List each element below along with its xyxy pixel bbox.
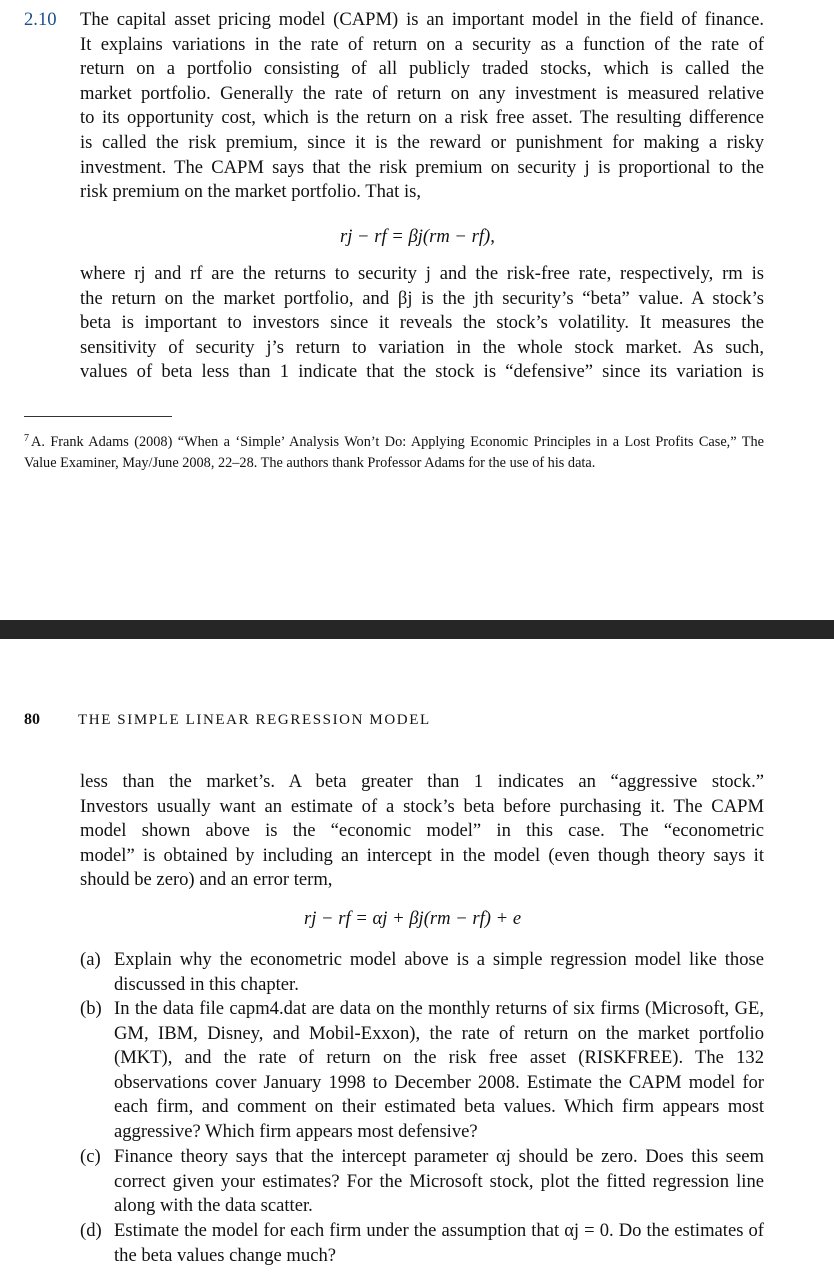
intro-line: to its opportunity cost, which is the return on a risk free asset. The resulting difference bbox=[80, 107, 764, 129]
item-label: (c) bbox=[80, 1146, 101, 1167]
problem-intro bbox=[80, 8, 764, 205]
text-line: where rj and rf are the returns to security j and the risk-free rate, respectively, rm is bbox=[80, 263, 764, 284]
page-number: 80 bbox=[24, 711, 40, 728]
text-line: the return on the market portfolio, and βj is the jth security’s “beta” value. A stock’s bbox=[80, 287, 764, 309]
footnote-marker: 7 bbox=[24, 433, 29, 444]
text-line: values of beta less than 1 indicate that the stock is “defensive” since its variation is bbox=[80, 361, 764, 383]
item-text: Estimate the model for each firm under the assumption that αj = 0. Do the estimates of the beta values change much? bbox=[114, 1220, 764, 1266]
item-label: (b) bbox=[80, 998, 102, 1019]
footnote-text: A. Frank Adams (2008) “When a ‘Simple’ Analysis Won’t Do: Applying Economic Principles in a Lost Profits Case,” The Value Examiner, May/June 2008, 22–28. The authors thank Professor Adams for the use of his data. bbox=[24, 434, 764, 471]
continued-text bbox=[80, 770, 764, 893]
intro-line: investment. The CAPM says that the risk premium on security j is proportional to the bbox=[80, 156, 764, 178]
text-line: beta is important to investors since it reveals the stock’s volatility. It measures the bbox=[80, 312, 764, 334]
problem-number: 2.10 bbox=[24, 9, 57, 30]
item-text: In the data file capm4.dat are data on the monthly returns of six firms (Microsoft, GE, GM, IBM, Disney, and Mobil-Exxon), the rate of return on the market portfolio (MKT), and the rate of return on the risk free asset (RISKFREE). The 132 observations cover January 1998 to December 2008. Estimate the CAPM model for each firm, and comment on their estimated beta values. Which firm appears most aggressive? Which firm appears most defensive? bbox=[114, 998, 764, 1142]
text-line: should be zero) and an error term, bbox=[80, 869, 333, 891]
text-line: model shown above is the “economic model” in this case. The “econometric bbox=[80, 820, 764, 842]
text-line: Investors usually want an estimate of a stock’s beta before purchasing it. The CAPM bbox=[80, 795, 764, 817]
intro-line: It explains variations in the rate of return on a security as a function of the rate of bbox=[80, 33, 764, 55]
item-label: (d) bbox=[80, 1220, 102, 1241]
question-d bbox=[80, 1219, 764, 1268]
footnote-rule bbox=[24, 416, 172, 417]
question-c bbox=[80, 1145, 764, 1219]
intro-line: The capital asset pricing model (CAPM) is an important model in the field of finance. bbox=[80, 9, 764, 30]
intro-line: market portfolio. Generally the rate of return on any investment is measured relative bbox=[80, 82, 764, 104]
problem-after-equation bbox=[80, 262, 764, 385]
econometric-equation: rj − rf = αj + βj(rm − rf) + e bbox=[304, 908, 522, 929]
footnote bbox=[24, 428, 764, 474]
intro-line: risk premium on the market portfolio. That is, bbox=[80, 181, 421, 203]
intro-line: is called the risk premium, since it is the reward or punishment for making a risky bbox=[80, 131, 764, 153]
item-label: (a) bbox=[80, 949, 101, 970]
item-text: Explain why the econometric model above is a simple regression model like those discussed in this chapter. bbox=[114, 949, 764, 995]
item-text: Finance theory says that the intercept parameter αj should be zero. Does this seem correct given your estimates? For the Microsoft stock, plot the fitted regression line along with the data scatter. bbox=[114, 1146, 764, 1217]
text-line: sensitivity of security j’s return to variation in the whole stock market. As such, bbox=[80, 336, 764, 358]
page-break-bar bbox=[0, 620, 834, 639]
question-a bbox=[80, 948, 764, 997]
running-head: THE SIMPLE LINEAR REGRESSION MODEL bbox=[78, 712, 431, 728]
intro-line: return on a portfolio consisting of all publicly traded stocks, which is called the bbox=[80, 58, 764, 80]
text-line: model” is obtained by including an intercept in the model (even though theory says it bbox=[80, 844, 764, 866]
question-b bbox=[80, 997, 764, 1145]
text-line: less than the market’s. A beta greater than 1 indicates an “aggressive stock.” bbox=[80, 771, 764, 792]
capm-equation: rj − rf = βj(rm − rf), bbox=[340, 226, 495, 247]
